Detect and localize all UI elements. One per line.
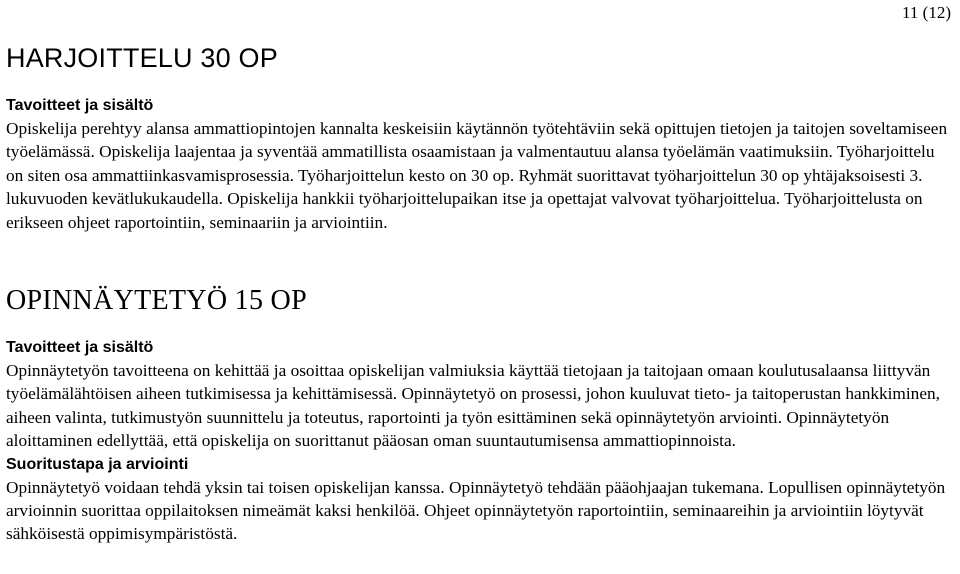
body-paragraph: Opinnäytetyö voidaan tehdä yksin tai toisen opiskelijan kanssa. Opinnäytetyö tehdään pääohjaajan tukemana. Lopullisen opinnäytetyön arvioinnin suorittaa oppilaitoksen nimeämät kaksi henkilöä. Ohjeet opinnäytetyön raportointiin, seminaareihin ja arviointiin löytyvät sähköisestä oppimisympäristöstä. — [6, 477, 946, 544]
page-number: 11 (12) — [902, 3, 951, 22]
section-opinnaytetyo — [6, 285, 956, 546]
subheading-goals: Tavoitteet ja sisältö — [6, 97, 154, 114]
subheading-goals: Tavoitteet ja sisältö — [6, 339, 154, 356]
body-paragraph: Opiskelija perehtyy alansa ammattiopintojen kannalta keskeisiin käytännön työtehtäviin sekä opittujen tietojen ja taitojen soveltamiseen työelämässä. Opiskelija laajentaa ja syventää ammatillista osaamistaan ja valmentautuu alansa työelämän vaatimuksiin. Työharjoittelu on siten osa ammattiinkasvamisprosessia. Työharjoittelun kesto on 30 op. Ryhmät suorittavat työharjoittelun 30 op yhtäjaksoisesti 3. lukuvuoden kevätlukukaudella. Opiskelija hankkii työharjoittelupaikan itse ja opettajat valvovat työharjoittelua. Työharjoittelusta on erikseen ohjeet raportointiin, seminaariin ja arviointiin. — [6, 119, 948, 232]
section-harjoittelu — [6, 42, 956, 234]
body-paragraph: Opinnäytetyön tavoitteena on kehittää ja osoittaa opiskelijan valmiuksia käyttää tietojaan ja taitojaan omaan koulutusalaansa liittyvän työelämälähtöisen aiheen tutkimisessa ja kehittämisessä. Opinnäytetyö on prosessi, johon kuuluvat tieto- ja taitoperustan hankkiminen, aiheen valinta, tutkimustyön suunnittelu ja toteutus, raportointi ja työn esittäminen sekä opinnäytetyön arviointi. Opinnäytetyön aloittaminen edellyttää, että opiskelija on suorittanut pääosan oman suuntautumisensa ammattiopinnoista. — [6, 361, 940, 451]
section-title: HARJOITTELU 30 OP — [6, 43, 278, 73]
section-title: OPINNÄYTETYÖ 15 OP — [6, 285, 307, 316]
subheading-completion: Suoritustapa ja arviointi — [6, 455, 189, 473]
